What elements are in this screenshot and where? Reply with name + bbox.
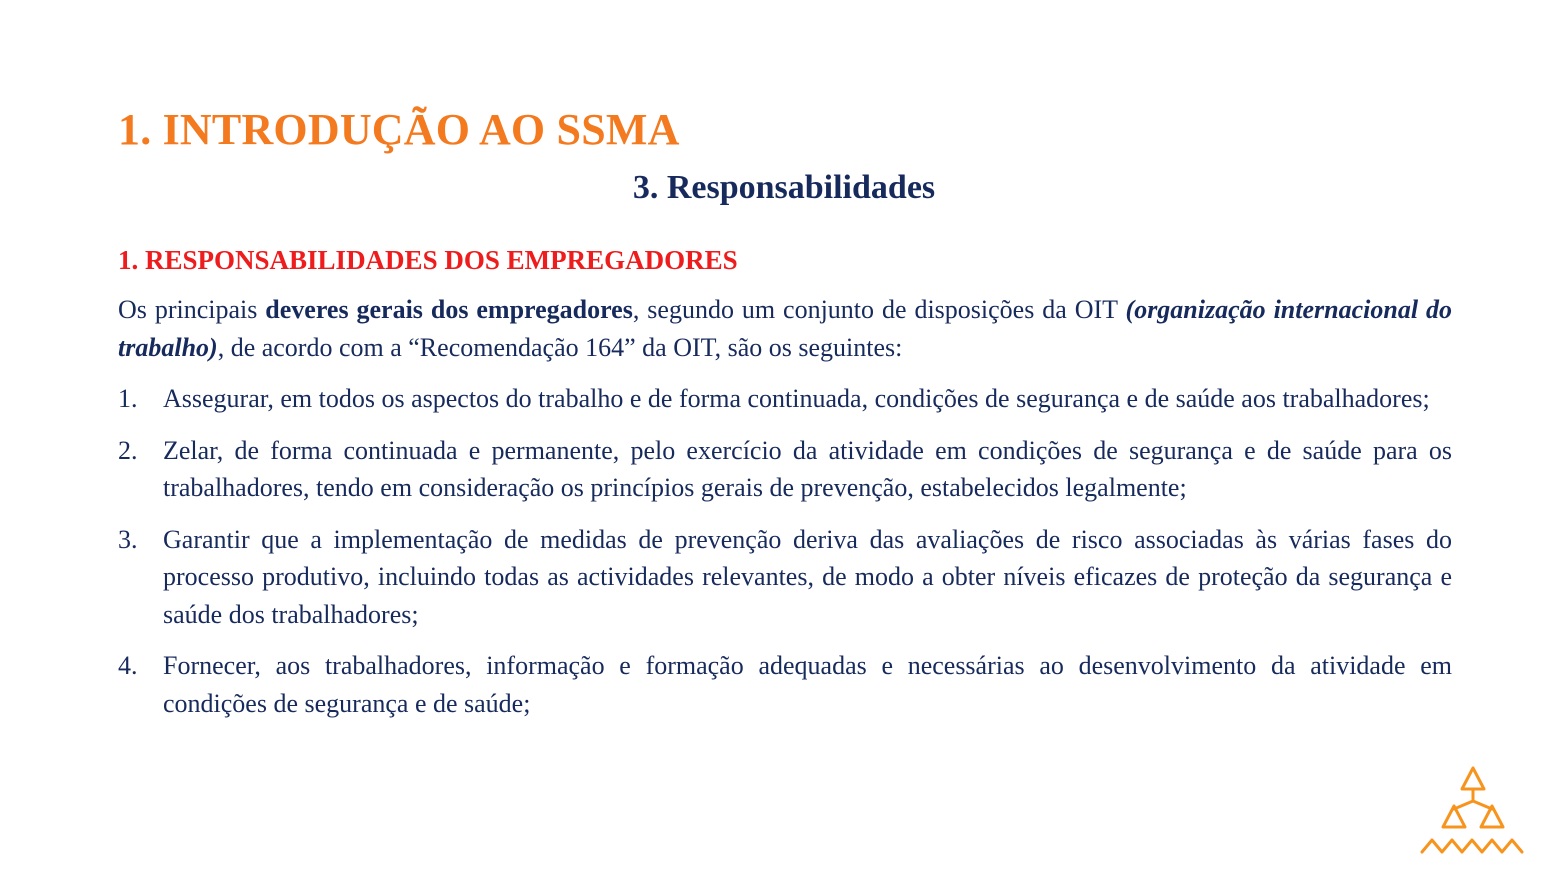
- list-item-text: Zelar, de forma continuada e permanente, pelo exercício da atividade em condições de segurança e de saúde para os trabalhadores, tendo em consideração os princípios gerais de prevenção, estabelecidos legalmente;: [163, 435, 1452, 502]
- list-item: [118, 647, 1452, 722]
- list-item: [118, 380, 1452, 418]
- triangle-network-logo-icon: [1418, 764, 1528, 858]
- intro-paragraph: [118, 291, 1452, 366]
- list-item-text: Garantir que a implementação de medidas de prevenção deriva das avaliações de risco associadas às várias fases do processo produtivo, incluindo todas as actividades relevantes, de modo a obter níveis eficazes de proteção da segurança e saúde dos trabalhadores;: [163, 524, 1452, 629]
- intro-italic-text: (organização internacional do trabalho): [118, 295, 1452, 362]
- list-item-text: Assegurar, em todos os aspectos do trabalho e de forma continuada, condições de segurança e de saúde aos trabalhadores;: [163, 384, 1430, 413]
- list-item: [118, 521, 1452, 634]
- list-item-text: Fornecer, aos trabalhadores, informação e formação adequadas e necessárias ao desenvolvimento da atividade em condições de segurança e de saúde;: [163, 651, 1452, 718]
- list-item-number: 3.: [118, 524, 138, 554]
- intro-text-2: , segundo um conjunto de disposições da OIT: [632, 295, 1126, 324]
- duties-list: [118, 380, 1452, 722]
- list-item-number: 1.: [118, 384, 138, 413]
- section-heading: 1. RESPONSABILIDADES DOS EMPREGADORES: [118, 245, 738, 275]
- list-item-number: 4.: [118, 651, 138, 680]
- intro-text-3: , de acordo com a “Recomendação 164” da OIT, são os seguintes:: [217, 332, 903, 362]
- list-item-number: 2.: [118, 435, 138, 465]
- intro-text-1: Os principais: [118, 295, 266, 324]
- list-item: [118, 432, 1452, 507]
- intro-bold-text: deveres gerais dos empregadores: [265, 295, 633, 324]
- page-title: 1. INTRODUÇÃO AO SSMA: [118, 105, 680, 154]
- section-subtitle: 3. Responsabilidades: [632, 169, 936, 206]
- slide-content: [118, 242, 1452, 736]
